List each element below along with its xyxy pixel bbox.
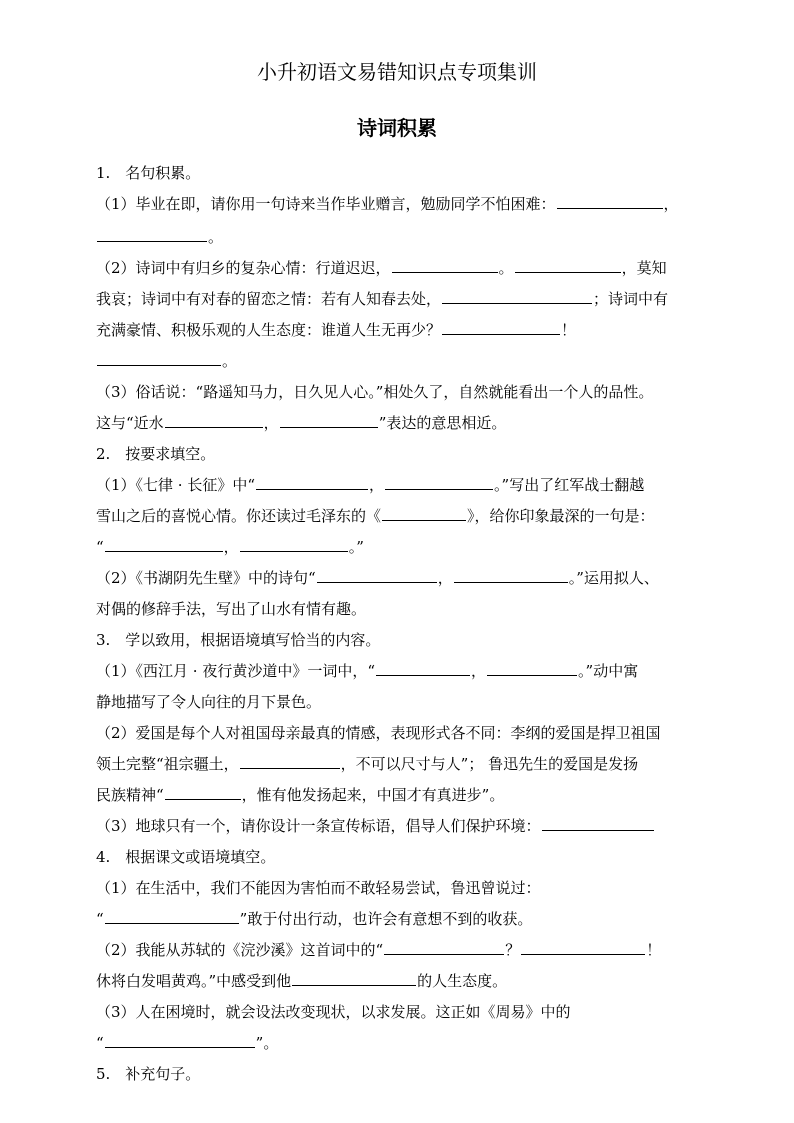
answer-blank[interactable] [376, 661, 470, 676]
line-text: 。”动中寓 [578, 662, 639, 680]
line-text: 。 [222, 352, 238, 370]
answer-blank[interactable] [384, 940, 504, 955]
question-1-2-cont [96, 284, 706, 315]
line-text: 1. 名句积累。 [96, 164, 201, 182]
question-4-heading [96, 842, 706, 873]
line-text: （2）诗词中有归乡的复杂心情：行道迟迟， [96, 259, 391, 277]
line-text: （3）俗话说：“路遥知马力，日久见人心。”相处久了，自然就能看出一个人的品性。 [96, 383, 654, 401]
answer-blank[interactable] [442, 320, 560, 335]
line-text: （1）《西江月 · 夜行黄沙道中》一词中，“ [96, 662, 376, 680]
question-2-1 [96, 470, 706, 501]
line-text: ！ [646, 941, 662, 959]
answer-blank[interactable] [385, 475, 493, 490]
answer-blank[interactable] [240, 537, 348, 552]
answer-blank[interactable] [240, 754, 340, 769]
line-text: ， [223, 538, 239, 556]
question-3-2-cont [96, 780, 706, 811]
line-text: （2）爱国是每个人对祖国母亲最真的情感，表现形式各不同：李纲的爱国是捍卫祖国 [96, 724, 661, 742]
question-1-2-cont [96, 315, 706, 346]
line-text: 领土完整“祖宗疆土， [96, 755, 239, 773]
line-text: （2）我能从苏轼的《浣沙溪》这首词中的“ [96, 941, 384, 959]
line-text: （1）《七律 · 长征》中“ [96, 476, 256, 494]
question-1-1-cont [96, 222, 706, 253]
line-text: ”。 [255, 1034, 279, 1052]
answer-blank[interactable] [521, 940, 645, 955]
line-text: 。”运用拟人、 [568, 569, 659, 587]
answer-blank[interactable] [487, 661, 577, 676]
line-text: 的人生态度。 [417, 972, 508, 990]
line-text: ”表达的意思相近。 [378, 414, 507, 432]
section-title: 诗词积累 [357, 116, 437, 140]
answer-blank[interactable] [280, 413, 378, 428]
line-text: 。 [208, 228, 224, 246]
line-text: ；诗词中有 [593, 290, 669, 308]
answer-blank[interactable] [557, 194, 663, 209]
line-text: “ [96, 910, 104, 928]
line-text: 休将白发唱黄鸡。”中感受到他 [96, 972, 292, 990]
question-4-3-cont [96, 1028, 706, 1059]
question-4-1-cont [96, 904, 706, 935]
question-1-3-cont [96, 408, 706, 439]
answer-blank[interactable] [542, 816, 654, 831]
question-3-heading [96, 625, 706, 656]
answer-blank[interactable] [454, 568, 568, 583]
line-text: ，莫知 [621, 259, 667, 277]
line-text: （3）人在困境时，就会设法改变现状，以求发展。这正如《周易》中的 [96, 1003, 571, 1021]
line-text: 这与“近水 [96, 414, 164, 432]
line-text: ， [263, 414, 279, 432]
answer-blank[interactable] [165, 413, 263, 428]
line-text: 。”写出了红军战士翻越 [494, 476, 645, 494]
answer-blank[interactable] [97, 351, 221, 366]
line-text: “ [96, 538, 104, 556]
question-4-1 [96, 873, 706, 904]
answer-blank[interactable] [256, 475, 368, 490]
question-4-2-cont [96, 966, 706, 997]
line-text: 3. 学以致用，根据语境填写恰当的内容。 [96, 631, 381, 649]
answer-blank[interactable] [105, 537, 223, 552]
question-2-heading [96, 439, 706, 470]
line-text: ， [369, 476, 385, 494]
question-2-2-cont [96, 594, 706, 625]
line-text: 。” [348, 538, 364, 556]
line-text: 雪山之后的喜悦心情。你还读过毛泽东的《 [96, 507, 382, 525]
question-3-2 [96, 718, 706, 749]
question-1-heading [96, 158, 706, 189]
line-text: 民族精神“ [96, 786, 164, 804]
question-4-3 [96, 997, 706, 1028]
line-text: 静地描写了令人向往的月下景色。 [96, 693, 322, 711]
answer-blank[interactable] [392, 258, 498, 273]
line-text: ， [471, 662, 487, 680]
question-1-1 [96, 189, 706, 220]
line-text: 充满豪情、积极乐观的人生态度：谁道人生无再少？ [96, 321, 442, 339]
question-1-2 [96, 253, 706, 284]
question-2-1-cont [96, 501, 706, 532]
line-text: ？ [505, 941, 521, 959]
line-text: 对偶的修辞手法，写出了山水有情有趣。 [96, 600, 367, 618]
line-text: （3）地球只有一个，请你设计一条宣传标语，倡导人们保护环境： [96, 817, 541, 835]
question-3-1 [96, 656, 706, 687]
line-text: 。 [498, 259, 514, 277]
answer-blank[interactable] [105, 909, 239, 924]
line-text: ！ [561, 321, 577, 339]
line-text: 》，给你印象最深的一句是： [467, 507, 655, 525]
question-2-2 [96, 563, 706, 594]
line-text: （1）在生活中，我们不能因为害怕而不敢轻易尝试，鲁迅曾说过： [96, 879, 541, 897]
line-text: 2. 按要求填空。 [96, 445, 216, 463]
answer-blank[interactable] [317, 568, 437, 583]
line-text: “ [96, 1034, 104, 1052]
question-2-1-cont [96, 532, 706, 563]
question-5-heading [96, 1059, 706, 1090]
answer-blank[interactable] [382, 506, 466, 521]
question-1-3 [96, 377, 706, 408]
line-text: 4. 根据课文或语境填空。 [96, 848, 276, 866]
line-text: （2）《书湖阴先生壁》中的诗句“ [96, 569, 316, 587]
document-title: 小升初语文易错知识点专项集训 [257, 60, 537, 84]
line-text: 我哀；诗词中有对春的留恋之情：若有人知春去处， [96, 290, 442, 308]
answer-blank[interactable] [515, 258, 621, 273]
line-text: ”敢于付出行动，也许会有意想不到的收获。 [239, 910, 533, 928]
question-1-2-cont [96, 346, 706, 377]
question-3-3 [96, 811, 706, 842]
question-3-1-cont [96, 687, 706, 718]
line-text: ，惟有他发扬起来，中国才有真进步”。 [241, 786, 505, 804]
answer-blank[interactable] [105, 1033, 255, 1048]
answer-blank[interactable] [292, 971, 416, 986]
answer-blank[interactable] [165, 785, 241, 800]
question-3-2-cont [96, 749, 706, 780]
answer-blank[interactable] [442, 289, 592, 304]
line-text: ， [437, 569, 453, 587]
line-text: ，不可以尺寸与人”； 鲁迅先生的爱国是发扬 [340, 755, 639, 773]
line-text: 5. 补充句子。 [96, 1065, 201, 1083]
line-text: （1）毕业在即，请你用一句诗来当作毕业赠言，勉励同学不怕困难： [96, 195, 556, 213]
answer-blank[interactable] [97, 227, 207, 242]
line-text: ， [663, 195, 679, 213]
question-4-2 [96, 935, 706, 966]
